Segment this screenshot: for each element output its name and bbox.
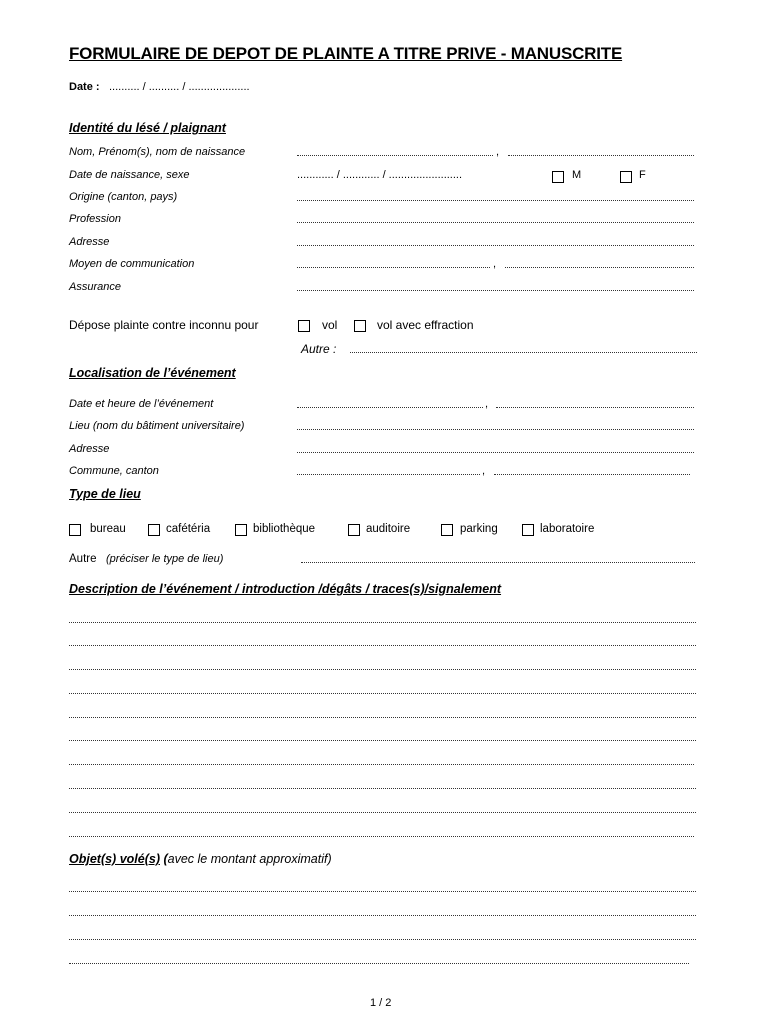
laboratoire-checkbox[interactable] <box>522 524 534 536</box>
description-line[interactable] <box>69 693 696 694</box>
insurance-field[interactable] <box>297 290 694 291</box>
profession-field[interactable] <box>297 222 694 223</box>
parking-label: parking <box>460 523 498 535</box>
place-other-label: Autre <box>69 553 97 565</box>
theft-checkbox[interactable] <box>298 320 310 332</box>
description-line[interactable] <box>69 740 696 741</box>
sex-f-label: F <box>639 169 646 181</box>
complaint-other-label: Autre : <box>301 342 337 356</box>
contact-field-2[interactable] <box>505 267 694 268</box>
cafeteria-checkbox[interactable] <box>148 524 160 536</box>
stolen-line[interactable] <box>69 915 696 916</box>
burglary-label: vol avec effraction <box>377 318 474 332</box>
origin-field[interactable] <box>297 200 694 201</box>
event-time-field[interactable] <box>496 407 694 408</box>
auditoire-label: auditoire <box>366 523 411 535</box>
auditoire-checkbox[interactable] <box>348 524 360 536</box>
birth-label: Date de naissance, sexe <box>69 169 190 181</box>
event-datetime-label: Date et heure de l’événement <box>69 398 214 410</box>
birth-name-field[interactable] <box>508 155 694 156</box>
stolen-paren: ( <box>163 852 168 866</box>
commune-field[interactable] <box>297 474 480 475</box>
bureau-label: bureau <box>90 523 126 535</box>
description-line[interactable] <box>69 645 696 646</box>
place-field[interactable] <box>297 429 694 430</box>
parking-checkbox[interactable] <box>441 524 453 536</box>
theft-label: vol <box>322 318 338 332</box>
address-field[interactable] <box>297 245 694 246</box>
stolen-heading: Objet(s) volé(s) <box>69 852 160 866</box>
contact-field-1[interactable] <box>297 267 490 268</box>
stolen-heading-row <box>69 852 332 866</box>
bibliotheque-label: bibliothèque <box>253 523 316 535</box>
description-line[interactable] <box>69 622 696 623</box>
description-heading: Description de l’événement / introduction /dégâts / traces(s)/signalement <box>69 582 502 596</box>
description-line[interactable] <box>69 669 696 670</box>
stolen-line[interactable] <box>69 939 696 940</box>
bureau-checkbox[interactable] <box>69 524 81 536</box>
sex-m-label: M <box>572 169 582 181</box>
complaint-label: Dépose plainte contre inconnu pour <box>69 318 259 332</box>
name-field[interactable] <box>297 155 493 156</box>
sex-m-checkbox[interactable] <box>552 171 564 183</box>
place-other-hint: (préciser le type de lieu) <box>106 553 224 565</box>
canton-field[interactable] <box>494 474 690 475</box>
date-field[interactable]: .......... / .......... / .................... <box>109 81 250 93</box>
contact-label: Moyen de communication <box>69 258 195 270</box>
location-heading: Localisation de l’événement <box>69 366 236 380</box>
place-other-field[interactable] <box>301 562 695 563</box>
stolen-line[interactable] <box>69 963 689 964</box>
burglary-checkbox[interactable] <box>354 320 366 332</box>
cafeteria-label: cafétéria <box>166 523 211 535</box>
name-label: Nom, Prénom(s), nom de naissance <box>69 146 246 158</box>
form-title: FORMULAIRE DE DEPOT DE PLAINTE A TITRE PRIVE - MANUSCRITE <box>69 44 623 63</box>
bibliotheque-checkbox[interactable] <box>235 524 247 536</box>
commune-label: Commune, canton <box>69 465 159 477</box>
birth-date-field[interactable]: ............ / ............ / ........................ <box>297 169 463 181</box>
place-type-heading: Type de lieu <box>69 487 141 501</box>
description-line[interactable] <box>69 836 694 837</box>
identity-heading: Identité du lésé / plaignant <box>69 121 226 135</box>
place-label: Lieu (nom du bâtiment universitaire) <box>69 420 245 432</box>
origin-label: Origine (canton, pays) <box>69 191 178 203</box>
date-label: Date : <box>69 81 100 93</box>
address-label: Adresse <box>69 236 110 248</box>
description-line[interactable] <box>69 788 696 789</box>
page-number: 1 / 2 <box>370 997 392 1009</box>
description-line[interactable] <box>69 764 694 765</box>
complaint-other-field[interactable] <box>350 352 697 353</box>
sex-f-checkbox[interactable] <box>620 171 632 183</box>
stolen-hint: avec le montant approximatif) <box>167 852 332 866</box>
form-page: FORMULAIRE DE DEPOT DE PLAINTE A TITRE PRIVE - MANUSCRITE Date : .......... / .......... / .................... Identité du lésé / plaignant Nom, Prénom(s), nom de naissance , Date de naissance, sexe ............ / ............ / ........................ M F Origine (canton, pays) Profession Adresse Moyen de communication , Assurance Dépose plainte contre inconnu pour vol vol avec effraction Autre : Localisation de l’événement Date et heure de l’événement , Lieu (nom du bâtiment universitaire) Adresse Commune, canton , Type de lieu bureau cafétéria bibliothèque auditoire parking laboratoire Autre (préciser le type de lieu) Description de l’événement / introduction /dégâts / traces(s)/signalement Objet(s) volé(s) (avec le montant approximatif) 1 / 2 <box>0 0 768 1024</box>
insurance-label: Assurance <box>69 281 121 293</box>
stolen-line[interactable] <box>69 891 696 892</box>
location-address-label: Adresse <box>69 443 110 455</box>
description-line[interactable] <box>69 812 696 813</box>
profession-label: Profession <box>69 213 121 225</box>
location-address-field[interactable] <box>297 452 694 453</box>
laboratoire-label: laboratoire <box>540 523 595 535</box>
description-line[interactable] <box>69 717 696 718</box>
event-date-field[interactable] <box>297 407 483 408</box>
